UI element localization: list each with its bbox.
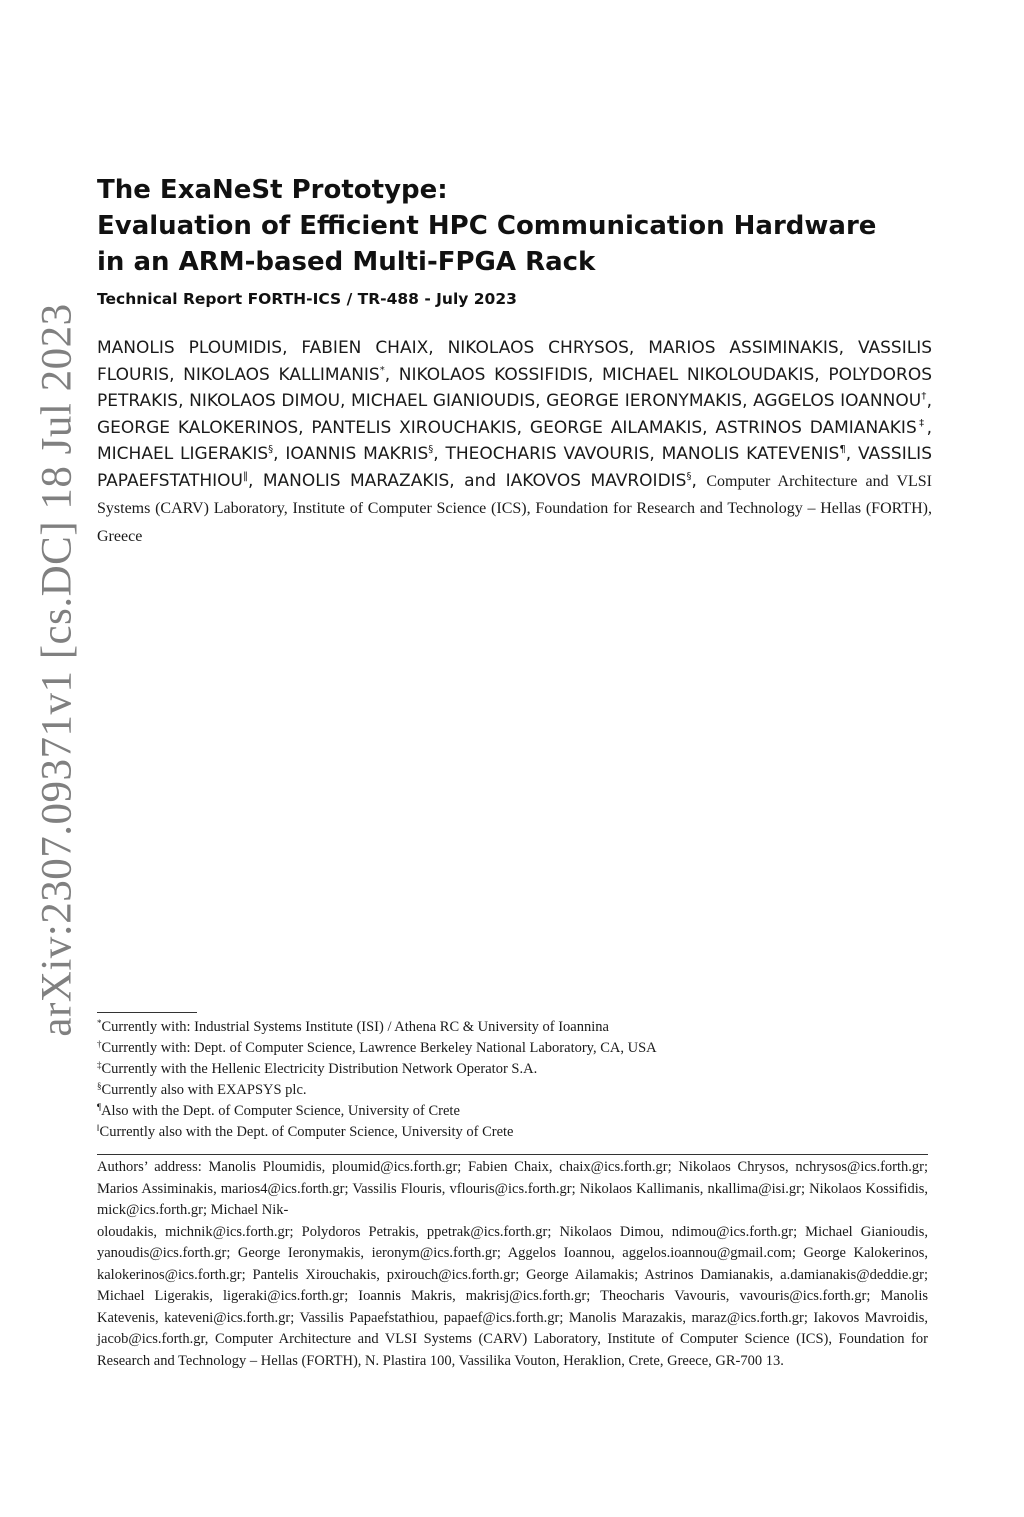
authors-text-1: MANOLIS PLOUMIDIS, FABIEN CHAIX, NIKOLAOS CHRYSOS, MARIOS ASSIMINAKIS, VASSILIS FLOURIS, NIKOLAOS KALLIMANIS [97,338,932,385]
title-line-2: Evaluation of Efficient HPC Communication Hardware [97,211,877,241]
footnote-mark-6: ¶ [839,444,846,455]
address-paragraph-1: Authors’ address: Manolis Ploumidis, ploumid@ics.forth.gr; Fabien Chaix, chaix@ics.forth.gr; Nikolaos Chrysos, nchrysos@ics.forth.gr; Marios Assiminakis, marios4@ics.forth.gr; Vassilis Flouris, vflouris@ics.forth.gr; Nikolaos Kallimanis, nkallima@isi.gr; Nikolaos Kossifidis, mick@ics.forth.gr; Michael Nik- [97,1159,928,1218]
title-line-3: in an ARM-based Multi-FPGA Rack [97,247,596,277]
footnote-text: Also with the Dept. of Computer Science, University of Crete [101,1103,460,1119]
authors-text-6: , THEOCHARIS VAVOURIS, MANOLIS KATEVENIS [433,444,840,464]
footnote-mark-8: § [686,470,692,482]
footnote-mark-2: † [921,391,927,402]
authors-address [97,1157,928,1372]
authors-text-3: , GEORGE KALOKERINOS, PANTELIS XIROUCHAKIS, GEORGE AILAMAKIS, ASTRINOS DAMIANAKIS [97,391,932,438]
footnote-mark-5: § [428,444,434,455]
authors-text-8: , MANOLIS MARAZAKIS, and IAKOVOS MAVROIDIS [247,470,687,491]
footnote-mark-4: § [268,444,274,455]
authors-text-9: , [691,470,697,491]
footnote [97,1059,932,1080]
footnote-rule [97,1012,197,1013]
footnote [97,1101,932,1122]
footnote-mark: † [97,1039,102,1049]
author-list [97,335,932,550]
authors-text-2: , NIKOLAOS KOSSIFIDIS, MICHAEL NIKOLOUDAKIS, POLYDOROS PETRAKIS, NIKOLAOS DIMOU, MICHAEL GIANIOUDIS, GEORGE IERONYMAKIS, AGGELOS IOANNOU [97,364,932,411]
footnote-mark: ¶ [97,1102,102,1112]
footnote [97,1038,932,1059]
footnote-text: Currently with: Industrial Systems Institute (ISI) / Athena RC & University of Ioannina [101,1019,609,1035]
authors-text-4: , MICHAEL LIGERAKIS [97,417,932,464]
affiliation: Computer Architecture and VLSI Systems (CARV) Laboratory, Institute of Computer Science (ICS), Foundation for Research and Technology – Hellas (FORTH), Greece [97,472,932,545]
arxiv-identifier-text: arXiv:2307.09371v1 [cs.DC] 18 Jul 2023 [33,303,81,1037]
footnote-mark-1: * [379,364,385,376]
authors-text-5: , IOANNIS MAKRIS [273,444,429,464]
footnote-mark: ‡ [97,1060,102,1070]
footnote [97,1080,932,1101]
address-paragraph-2: oloudakis, michnik@ics.forth.gr; Polydoros Petrakis, ppetrak@ics.forth.gr; Nikolaos Dimou, ndimou@ics.forth.gr; Michael Gianioudis, yanoudis@ics.forth.gr; George Ieronymakis, ieronym@ics.forth.gr; Aggelos Ioannou, aggelos.ioannou@gmail.com; George Kalokerinos, kalokerinos@ics.forth.gr; Pantelis Xirouchakis, pxirouch@ics.forth.gr; George Ailamakis; Astrinos Damianakis, a.damianakis@deddie.gr; Michael Ligerakis, ligeraki@ics.forth.gr; Ioannis Makris, makrisj@ics.forth.gr; Theocharis Vavouris, vavouris@ics.forth.gr; Manolis Katevenis, kateveni@ics.forth.gr; Vassilis Papaefstathiou, papaef@ics.forth.gr; Manolis Marazakis, maraz@ics.forth.gr; Iakovos Mavroidis, jacob@ics.forth.gr, Computer Architecture and VLSI Systems (CARV) Laboratory, Institute of Computer Science (ICS), Foundation for Research and Technology – Hellas (FORTH), N. Plastira 100, Vassilika Vouton, Heraklion, Crete, Greece, GR-700 13. [97,1223,928,1369]
footnote-mark: § [97,1081,102,1091]
footnote-text: Currently with the Hellenic Electricity Distribution Network Operator S.A. [101,1061,538,1077]
footnote-mark: * [97,1018,102,1028]
title-line-1: The ExaNeSt Prototype: [97,175,448,205]
address-rule [97,1154,928,1155]
footnote-text: Currently with: Dept. of Computer Science, Lawrence Berkeley National Laboratory, CA, USA [101,1040,657,1056]
authors-text-7: , VASSILIS PAPAEFSTATHIOU [97,444,932,491]
report-subtitle: Technical Report FORTH-ICS / TR-488 - July 2023 [97,290,517,308]
footnote-mark-7: ‖ [242,470,248,482]
paper-title [97,172,937,280]
footnote-mark-3: ‡ [916,417,927,429]
footnote-mark: ‖ [97,1123,100,1133]
footnote [97,1122,932,1143]
footnote-text: Currently also with EXAPSYS plc. [101,1082,307,1098]
footnote-text: Currently also with the Dept. of Computer Science, University of Crete [99,1124,514,1140]
footnotes [97,1017,932,1143]
footnote [97,1017,932,1038]
